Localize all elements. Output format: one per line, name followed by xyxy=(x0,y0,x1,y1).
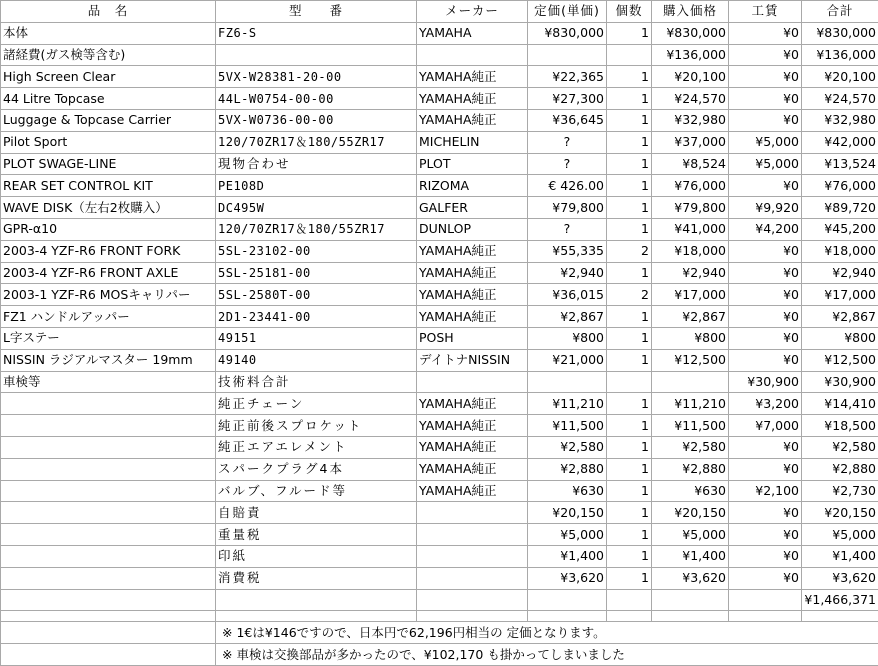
cell[interactable] xyxy=(607,589,652,611)
model-number-cell[interactable]: DC495W xyxy=(216,197,417,219)
maker-cell[interactable]: YAMAHA純正 xyxy=(417,66,528,88)
purchase-price-cell[interactable]: ¥8,524 xyxy=(652,153,729,175)
maker-cell[interactable]: YAMAHA純正 xyxy=(417,415,528,437)
subtotal-cell[interactable]: ¥89,720 xyxy=(802,197,878,219)
table-body xyxy=(1,22,878,589)
table-row xyxy=(1,306,878,328)
cell[interactable] xyxy=(216,589,417,611)
labor-cell[interactable]: ¥0 xyxy=(729,240,802,262)
subtotal-cell[interactable]: ¥800 xyxy=(802,327,878,349)
model-number-cell[interactable]: 49140 xyxy=(216,349,417,371)
table-row xyxy=(1,327,878,349)
maker-cell[interactable] xyxy=(417,524,528,546)
subtotal-cell[interactable]: ¥14,410 xyxy=(802,393,878,415)
table-row xyxy=(1,415,878,437)
model-number-cell[interactable]: 49151 xyxy=(216,327,417,349)
labor-cell[interactable]: ¥0 xyxy=(729,66,802,88)
maker-cell[interactable]: PLOT xyxy=(417,153,528,175)
labor-cell[interactable]: ¥5,000 xyxy=(729,153,802,175)
labor-cell[interactable]: ¥0 xyxy=(729,109,802,131)
item-name-cell[interactable]: 2003-1 YZF-R6 MOSキャリパー xyxy=(1,284,216,306)
subtotal-cell[interactable]: ¥30,900 xyxy=(802,371,878,393)
model-number-cell[interactable]: 5SL-23102-00 xyxy=(216,240,417,262)
labor-cell[interactable]: ¥5,000 xyxy=(729,131,802,153)
list-price-cell[interactable]: ¥2,880 xyxy=(528,458,607,480)
purchase-price-cell[interactable]: ¥79,800 xyxy=(652,197,729,219)
table-row xyxy=(1,175,878,197)
cell[interactable] xyxy=(607,611,652,622)
labor-cell[interactable]: ¥0 xyxy=(729,262,802,284)
list-price-cell[interactable]: ¥800 xyxy=(528,327,607,349)
quantity-cell[interactable]: 1 xyxy=(607,109,652,131)
maker-cell[interactable]: YAMAHA純正 xyxy=(417,480,528,502)
model-number-cell[interactable]: 技術料合計 xyxy=(216,371,417,393)
table-row xyxy=(1,545,878,567)
maker-cell[interactable]: YAMAHA純正 xyxy=(417,306,528,328)
list-price-cell[interactable]: ¥3,620 xyxy=(528,567,607,589)
subtotal-cell[interactable]: ¥17,000 xyxy=(802,284,878,306)
model-number-cell[interactable]: 自賠責 xyxy=(216,502,417,524)
model-number-cell[interactable]: 純正前後スプロケット xyxy=(216,415,417,437)
purchase-price-cell[interactable]: ¥17,000 xyxy=(652,284,729,306)
cell[interactable] xyxy=(1,644,216,666)
purchase-price-cell[interactable]: ¥20,150 xyxy=(652,502,729,524)
table-row xyxy=(1,66,878,88)
quantity-cell[interactable]: 1 xyxy=(607,327,652,349)
list-price-cell[interactable]: ¥21,000 xyxy=(528,349,607,371)
item-name-cell[interactable]: 諸経費(ガス検等含む) xyxy=(1,44,216,66)
list-price-cell[interactable]: ? xyxy=(528,153,607,175)
list-price-cell[interactable]: ¥830,000 xyxy=(528,22,607,44)
purchase-price-cell[interactable]: ¥18,000 xyxy=(652,240,729,262)
list-price-cell[interactable]: ¥630 xyxy=(528,480,607,502)
purchase-price-cell[interactable]: ¥1,400 xyxy=(652,545,729,567)
quantity-cell[interactable] xyxy=(607,44,652,66)
labor-cell[interactable]: ¥0 xyxy=(729,567,802,589)
item-name-cell[interactable] xyxy=(1,524,216,546)
subtotal-cell[interactable]: ¥45,200 xyxy=(802,218,878,240)
list-price-cell[interactable]: ¥11,210 xyxy=(528,393,607,415)
header-cell[interactable]: メーカー xyxy=(417,1,528,23)
item-name-cell[interactable] xyxy=(1,502,216,524)
labor-cell[interactable]: ¥0 xyxy=(729,88,802,110)
maker-cell[interactable]: YAMAHA xyxy=(417,22,528,44)
maker-cell[interactable]: YAMAHA純正 xyxy=(417,393,528,415)
labor-cell[interactable]: ¥9,920 xyxy=(729,197,802,219)
subtotal-cell[interactable]: ¥32,980 xyxy=(802,109,878,131)
item-name-cell[interactable]: High Screen Clear xyxy=(1,66,216,88)
header-cell[interactable]: 合計 xyxy=(802,1,878,23)
list-price-cell[interactable]: ¥36,645 xyxy=(528,109,607,131)
item-name-cell[interactable]: GPR-α10 xyxy=(1,218,216,240)
labor-cell[interactable]: ¥0 xyxy=(729,458,802,480)
quantity-cell[interactable]: 1 xyxy=(607,66,652,88)
maker-cell[interactable] xyxy=(417,545,528,567)
labor-cell[interactable]: ¥0 xyxy=(729,327,802,349)
total-row xyxy=(1,589,878,611)
maker-cell[interactable]: デイトナNISSIN xyxy=(417,349,528,371)
maker-cell[interactable] xyxy=(417,502,528,524)
item-name-cell[interactable]: L字ステー xyxy=(1,327,216,349)
labor-cell[interactable]: ¥0 xyxy=(729,349,802,371)
model-number-cell[interactable] xyxy=(216,44,417,66)
table-row xyxy=(1,240,878,262)
list-price-cell[interactable] xyxy=(528,44,607,66)
header-cell[interactable]: 型 番 xyxy=(216,1,417,23)
labor-cell[interactable]: ¥30,900 xyxy=(729,371,802,393)
note-row xyxy=(1,644,878,666)
subtotal-cell[interactable]: ¥2,880 xyxy=(802,458,878,480)
labor-cell[interactable]: ¥2,100 xyxy=(729,480,802,502)
subtotal-cell[interactable]: ¥1,400 xyxy=(802,545,878,567)
item-name-cell[interactable]: 車検等 xyxy=(1,371,216,393)
cell[interactable] xyxy=(528,611,607,622)
quantity-cell[interactable]: 1 xyxy=(607,22,652,44)
labor-cell[interactable]: ¥0 xyxy=(729,502,802,524)
spacer-row xyxy=(1,611,878,622)
purchase-price-cell[interactable]: ¥76,000 xyxy=(652,175,729,197)
table-row xyxy=(1,109,878,131)
purchase-price-cell[interactable]: ¥2,867 xyxy=(652,306,729,328)
item-name-cell[interactable]: Pilot Sport xyxy=(1,131,216,153)
item-name-cell[interactable]: 44 Litre Topcase xyxy=(1,88,216,110)
item-name-cell[interactable] xyxy=(1,480,216,502)
model-number-cell[interactable]: 消費税 xyxy=(216,567,417,589)
subtotal-cell[interactable]: ¥76,000 xyxy=(802,175,878,197)
list-price-cell[interactable]: ? xyxy=(528,131,607,153)
table-row xyxy=(1,262,878,284)
table-row xyxy=(1,458,878,480)
maker-cell[interactable]: YAMAHA純正 xyxy=(417,436,528,458)
quantity-cell[interactable]: 1 xyxy=(607,197,652,219)
header-cell[interactable]: 購入価格 xyxy=(652,1,729,23)
item-name-cell[interactable]: 2003-4 YZF-R6 FRONT AXLE xyxy=(1,262,216,284)
model-number-cell[interactable]: 44L-W0754-00-00 xyxy=(216,88,417,110)
list-price-cell[interactable]: ¥20,150 xyxy=(528,502,607,524)
item-name-cell[interactable]: PLOT SWAGE-LINE xyxy=(1,153,216,175)
cell[interactable] xyxy=(1,611,216,622)
model-number-cell[interactable]: スパークプラグ4本 xyxy=(216,458,417,480)
list-price-cell[interactable]: € 426.00 xyxy=(528,175,607,197)
quantity-cell[interactable]: 1 xyxy=(607,524,652,546)
model-number-cell[interactable]: 2D1-23441-00 xyxy=(216,306,417,328)
subtotal-cell[interactable]: ¥18,000 xyxy=(802,240,878,262)
quantity-cell[interactable]: 1 xyxy=(607,393,652,415)
model-number-cell[interactable]: バルブ、フルード等 xyxy=(216,480,417,502)
item-name-cell[interactable]: 2003-4 YZF-R6 FRONT FORK xyxy=(1,240,216,262)
item-name-cell[interactable]: WAVE DISK（左右2枚購入） xyxy=(1,197,216,219)
labor-cell[interactable]: ¥0 xyxy=(729,524,802,546)
model-number-cell[interactable]: 純正エアエレメント xyxy=(216,436,417,458)
item-name-cell[interactable] xyxy=(1,436,216,458)
cell[interactable] xyxy=(652,611,729,622)
model-number-cell[interactable]: 5SL-25181-00 xyxy=(216,262,417,284)
purchase-price-cell[interactable]: ¥11,210 xyxy=(652,393,729,415)
model-number-cell[interactable]: 5VX-W28381-20-00 xyxy=(216,66,417,88)
cell[interactable] xyxy=(417,611,528,622)
list-price-cell[interactable]: ¥22,365 xyxy=(528,66,607,88)
table-row xyxy=(1,436,878,458)
maker-cell[interactable]: POSH xyxy=(417,327,528,349)
model-number-cell[interactable]: PE108D xyxy=(216,175,417,197)
quantity-cell[interactable]: 1 xyxy=(607,458,652,480)
purchase-price-cell[interactable]: ¥2,940 xyxy=(652,262,729,284)
quantity-cell[interactable]: 1 xyxy=(607,306,652,328)
purchase-price-cell[interactable]: ¥800 xyxy=(652,327,729,349)
purchase-price-cell[interactable]: ¥37,000 xyxy=(652,131,729,153)
subtotal-cell[interactable]: ¥20,100 xyxy=(802,66,878,88)
purchase-price-cell[interactable]: ¥3,620 xyxy=(652,567,729,589)
table-row xyxy=(1,197,878,219)
subtotal-cell[interactable]: ¥3,620 xyxy=(802,567,878,589)
quantity-cell[interactable]: 1 xyxy=(607,175,652,197)
subtotal-cell[interactable]: ¥830,000 xyxy=(802,22,878,44)
subtotal-cell[interactable]: ¥2,867 xyxy=(802,306,878,328)
item-name-cell[interactable]: 本体 xyxy=(1,22,216,44)
model-number-cell[interactable]: 純正チェーン xyxy=(216,393,417,415)
cell[interactable] xyxy=(528,589,607,611)
table-row xyxy=(1,131,878,153)
maker-cell[interactable] xyxy=(417,44,528,66)
purchase-price-cell[interactable] xyxy=(652,371,729,393)
labor-cell[interactable]: ¥7,000 xyxy=(729,415,802,437)
list-price-cell[interactable]: ¥79,800 xyxy=(528,197,607,219)
list-price-cell[interactable]: ¥36,015 xyxy=(528,284,607,306)
subtotal-cell[interactable]: ¥20,150 xyxy=(802,502,878,524)
table-row xyxy=(1,371,878,393)
maker-cell[interactable]: RIZOMA xyxy=(417,175,528,197)
labor-cell[interactable]: ¥0 xyxy=(729,545,802,567)
list-price-cell[interactable] xyxy=(528,371,607,393)
purchase-price-cell[interactable]: ¥11,500 xyxy=(652,415,729,437)
subtotal-cell[interactable]: ¥2,730 xyxy=(802,480,878,502)
purchase-price-cell[interactable]: ¥12,500 xyxy=(652,349,729,371)
labor-cell[interactable]: ¥0 xyxy=(729,436,802,458)
labor-cell[interactable]: ¥0 xyxy=(729,44,802,66)
cell[interactable] xyxy=(652,589,729,611)
maker-cell[interactable] xyxy=(417,567,528,589)
quantity-cell[interactable]: 1 xyxy=(607,436,652,458)
maker-cell[interactable]: GALFER xyxy=(417,197,528,219)
maker-cell[interactable]: MICHELIN xyxy=(417,131,528,153)
cell[interactable] xyxy=(802,611,878,622)
purchase-price-cell[interactable]: ¥41,000 xyxy=(652,218,729,240)
subtotal-cell[interactable]: ¥42,000 xyxy=(802,131,878,153)
item-name-cell[interactable]: REAR SET CONTROL KIT xyxy=(1,175,216,197)
list-price-cell[interactable]: ¥2,580 xyxy=(528,436,607,458)
model-number-cell[interactable]: 120/70ZR17＆180/55ZR17 xyxy=(216,131,417,153)
quantity-cell[interactable]: 1 xyxy=(607,567,652,589)
list-price-cell[interactable]: ¥2,940 xyxy=(528,262,607,284)
model-number-cell[interactable]: 現物合わせ xyxy=(216,153,417,175)
subtotal-cell[interactable]: ¥136,000 xyxy=(802,44,878,66)
maker-cell[interactable]: YAMAHA純正 xyxy=(417,458,528,480)
model-number-cell[interactable]: 5VX-W0736-00-00 xyxy=(216,109,417,131)
table-row xyxy=(1,480,878,502)
quantity-cell[interactable]: 1 xyxy=(607,153,652,175)
quantity-cell[interactable]: 1 xyxy=(607,218,652,240)
quantity-cell[interactable]: 2 xyxy=(607,284,652,306)
purchase-price-cell[interactable]: ¥5,000 xyxy=(652,524,729,546)
quantity-cell[interactable]: 1 xyxy=(607,415,652,437)
model-number-cell[interactable]: 5SL-2580T-00 xyxy=(216,284,417,306)
item-name-cell[interactable] xyxy=(1,415,216,437)
item-name-cell[interactable]: NISSIN ラジアルマスター 19mm xyxy=(1,349,216,371)
quantity-cell[interactable]: 1 xyxy=(607,502,652,524)
list-price-cell[interactable]: ¥27,300 xyxy=(528,88,607,110)
purchase-price-cell[interactable]: ¥630 xyxy=(652,480,729,502)
table-row xyxy=(1,502,878,524)
note-row xyxy=(1,622,878,644)
model-number-cell[interactable]: 印紙 xyxy=(216,545,417,567)
list-price-cell[interactable]: ¥1,400 xyxy=(528,545,607,567)
table-row xyxy=(1,284,878,306)
cell[interactable] xyxy=(729,611,802,622)
cell[interactable] xyxy=(729,589,802,611)
labor-cell[interactable]: ¥0 xyxy=(729,306,802,328)
quantity-cell[interactable]: 1 xyxy=(607,349,652,371)
quantity-cell[interactable]: 1 xyxy=(607,131,652,153)
maker-cell[interactable]: YAMAHA純正 xyxy=(417,262,528,284)
header-cell[interactable]: 品 名 xyxy=(1,1,216,23)
model-number-cell[interactable]: FZ6-S xyxy=(216,22,417,44)
purchase-price-cell[interactable]: ¥830,000 xyxy=(652,22,729,44)
grand-total-cell[interactable]: ¥1,466,371 xyxy=(802,589,878,611)
subtotal-cell[interactable]: ¥24,570 xyxy=(802,88,878,110)
quantity-cell[interactable] xyxy=(607,371,652,393)
model-number-cell[interactable]: 120/70ZR17＆180/55ZR17 xyxy=(216,218,417,240)
note-cell[interactable]: ※ 1€は¥146ですので、日本円で62,196円相当の 定価となります。 xyxy=(216,622,878,644)
table-row xyxy=(1,524,878,546)
list-price-cell[interactable]: ¥2,867 xyxy=(528,306,607,328)
item-name-cell[interactable]: Luggage & Topcase Carrier xyxy=(1,109,216,131)
maker-cell[interactable]: YAMAHA純正 xyxy=(417,88,528,110)
table-row xyxy=(1,218,878,240)
purchase-price-cell[interactable]: ¥32,980 xyxy=(652,109,729,131)
cell[interactable] xyxy=(1,622,216,644)
quantity-cell[interactable]: 1 xyxy=(607,545,652,567)
note-cell[interactable]: ※ 車検は交換部品が多かったので、¥102,170 も掛かってしまいました xyxy=(216,644,878,666)
table-row xyxy=(1,567,878,589)
labor-cell[interactable]: ¥3,200 xyxy=(729,393,802,415)
purchase-price-cell[interactable]: ¥20,100 xyxy=(652,66,729,88)
labor-cell[interactable]: ¥4,200 xyxy=(729,218,802,240)
cell[interactable] xyxy=(216,611,417,622)
header-cell[interactable]: 個数 xyxy=(607,1,652,23)
subtotal-cell[interactable]: ¥18,500 xyxy=(802,415,878,437)
subtotal-cell[interactable]: ¥2,940 xyxy=(802,262,878,284)
labor-cell[interactable]: ¥0 xyxy=(729,284,802,306)
table-row xyxy=(1,153,878,175)
labor-cell[interactable]: ¥0 xyxy=(729,22,802,44)
item-name-cell[interactable] xyxy=(1,458,216,480)
item-name-cell[interactable] xyxy=(1,567,216,589)
purchase-price-cell[interactable]: ¥2,880 xyxy=(652,458,729,480)
subtotal-cell[interactable]: ¥2,580 xyxy=(802,436,878,458)
subtotal-cell[interactable]: ¥13,524 xyxy=(802,153,878,175)
header-cell[interactable]: 定価(単価) xyxy=(528,1,607,23)
cell[interactable] xyxy=(1,589,216,611)
header-row xyxy=(1,1,878,23)
table-row xyxy=(1,22,878,44)
table-row xyxy=(1,44,878,66)
quantity-cell[interactable]: 2 xyxy=(607,240,652,262)
labor-cell[interactable]: ¥0 xyxy=(729,175,802,197)
cell[interactable] xyxy=(417,589,528,611)
maker-cell[interactable]: DUNLOP xyxy=(417,218,528,240)
quantity-cell[interactable]: 1 xyxy=(607,88,652,110)
header-cell[interactable]: 工賃 xyxy=(729,1,802,23)
list-price-cell[interactable]: ? xyxy=(528,218,607,240)
purchase-price-cell[interactable]: ¥2,580 xyxy=(652,436,729,458)
subtotal-cell[interactable]: ¥12,500 xyxy=(802,349,878,371)
model-number-cell[interactable]: 重量税 xyxy=(216,524,417,546)
item-name-cell[interactable]: FZ1 ハンドルアッパー xyxy=(1,306,216,328)
purchase-price-cell[interactable]: ¥136,000 xyxy=(652,44,729,66)
maker-cell[interactable]: YAMAHA純正 xyxy=(417,284,528,306)
table-row xyxy=(1,88,878,110)
maker-cell[interactable]: YAMAHA純正 xyxy=(417,109,528,131)
item-name-cell[interactable] xyxy=(1,545,216,567)
list-price-cell[interactable]: ¥55,335 xyxy=(528,240,607,262)
list-price-cell[interactable]: ¥5,000 xyxy=(528,524,607,546)
table-row xyxy=(1,349,878,371)
item-name-cell[interactable] xyxy=(1,393,216,415)
quantity-cell[interactable]: 1 xyxy=(607,480,652,502)
maker-cell[interactable] xyxy=(417,371,528,393)
maker-cell[interactable]: YAMAHA純正 xyxy=(417,240,528,262)
list-price-cell[interactable]: ¥11,500 xyxy=(528,415,607,437)
quantity-cell[interactable]: 1 xyxy=(607,262,652,284)
table-row xyxy=(1,393,878,415)
purchase-price-cell[interactable]: ¥24,570 xyxy=(652,88,729,110)
subtotal-cell[interactable]: ¥5,000 xyxy=(802,524,878,546)
